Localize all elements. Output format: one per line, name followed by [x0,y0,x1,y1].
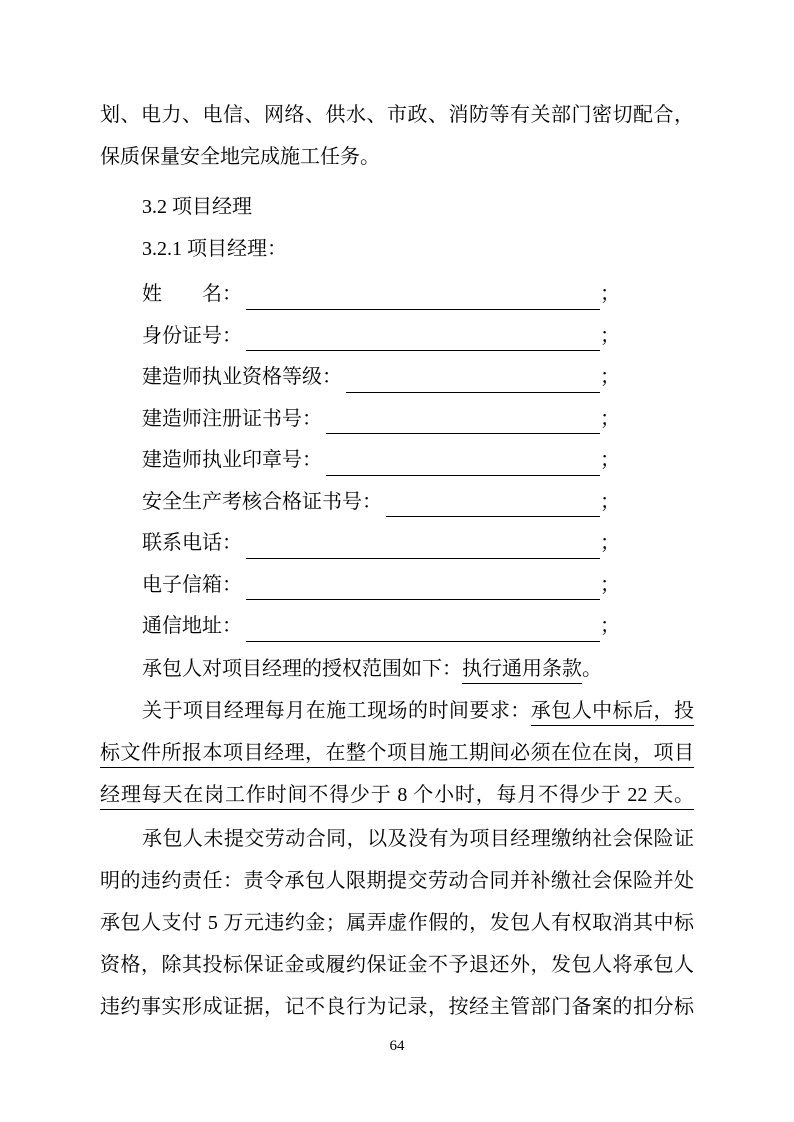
field-id-number-label: 身份证号： [142,324,242,347]
field-name-terminator: ； [600,283,620,305]
paragraph-intro-line2: 保质保量安全地完成施工任务。 [100,146,380,168]
field-builder-registration-cert-no [142,399,620,441]
field-email-terminator: ； [600,573,620,596]
page-number: 64 [389,1037,405,1054]
field-builder-seal-no-label: 建造师执业印章号： [142,449,322,471]
field-email-blank-underline [246,565,600,601]
field-builder-qualification-level [142,357,620,399]
breach-line5: 违约事实形成证据，记不良行为记录，按经主管部门备案的扣分标 [100,995,694,1018]
field-builder-qualification-level-terminator: ； [600,366,620,388]
breach-line2: 明的违约责任：责令承包人限期提交劳动合同并补缴社会保险并处 [100,869,694,892]
time-requirement-line3 [100,774,694,816]
field-builder-registration-cert-no-terminator: ； [600,407,620,430]
time-requirement-lead: 关于项目经理每月在施工现场的时间要求： [142,699,531,722]
field-phone [142,523,620,565]
field-safety-assessment-cert-no-terminator: ； [600,490,620,513]
authorization-line [100,648,694,690]
field-builder-registration-cert-no-label: 建造师注册证书号： [142,407,322,430]
breach-line3: 承包人支付 5 万元违约金；属弄虚作假的，发包人有权取消其中标 [100,911,694,934]
time-requirement-underlined-3: 经理每天在岗工作时间不得少于 8 个小时，每月不得少于 22 天。 [100,784,694,810]
field-id-number [142,316,620,358]
field-id-number-terminator: ； [600,324,620,347]
field-email-label: 电子信箱： [142,573,242,596]
field-name-blank-underline [246,274,600,310]
breach-liability-paragraph [100,818,694,1028]
heading-3-2: 3.2 项目经理 [142,196,252,218]
time-requirement-underlined-2: 标文件所报本项目经理，在整个项目施工期间必须在位在岗，项目 [100,742,694,768]
authorization-suffix: 。 [582,657,602,680]
paragraph-intro-line1: 划、电力、电信、网络、供水、市政、消防等有关部门密切配合， [100,104,694,126]
field-mailing-address-terminator: ； [600,615,620,637]
field-phone-blank-underline [246,523,600,559]
field-builder-seal-no [142,440,620,482]
field-phone-label: 联系电话： [142,532,242,554]
field-builder-qualification-level-blank-underline [346,357,600,393]
field-builder-qualification-level-label: 建造师执业资格等级： [142,366,342,388]
field-id-number-blank-underline [246,316,600,352]
field-email [142,565,620,607]
field-mailing-address-label: 通信地址： [142,615,242,637]
field-builder-seal-no-terminator: ； [600,449,620,471]
breach-line4: 资格，除其投标保证金或履约保证金不予退还外，发包人将承包人 [100,953,694,976]
field-builder-registration-cert-no-blank-underline [326,399,600,435]
authorization-underlined-value: 执行通用条款 [462,658,582,684]
breach-line1: 承包人未提交劳动合同，以及没有为项目经理缴纳社会保险证 [142,827,694,850]
field-name [142,274,620,316]
field-builder-seal-no-blank-underline [326,440,600,476]
field-mailing-address-blank-underline [246,606,600,642]
manager-fields [100,274,694,648]
field-name-label: 姓 名： [142,283,242,305]
field-safety-assessment-cert-no-blank-underline [386,482,600,518]
authorization-prefix: 承包人对项目经理的授权范围如下： [142,657,462,680]
time-requirement-underlined-1: 承包人中标后，投 [531,700,694,726]
time-requirement-line1 [100,690,694,732]
field-mailing-address [142,606,620,648]
field-phone-terminator: ； [600,532,620,554]
field-safety-assessment-cert-no [142,482,620,524]
time-requirement-line2 [100,732,694,774]
heading-3-2-1: 3.2.1 项目经理： [142,238,287,260]
field-safety-assessment-cert-no-label: 安全生产考核合格证书号： [142,490,382,513]
